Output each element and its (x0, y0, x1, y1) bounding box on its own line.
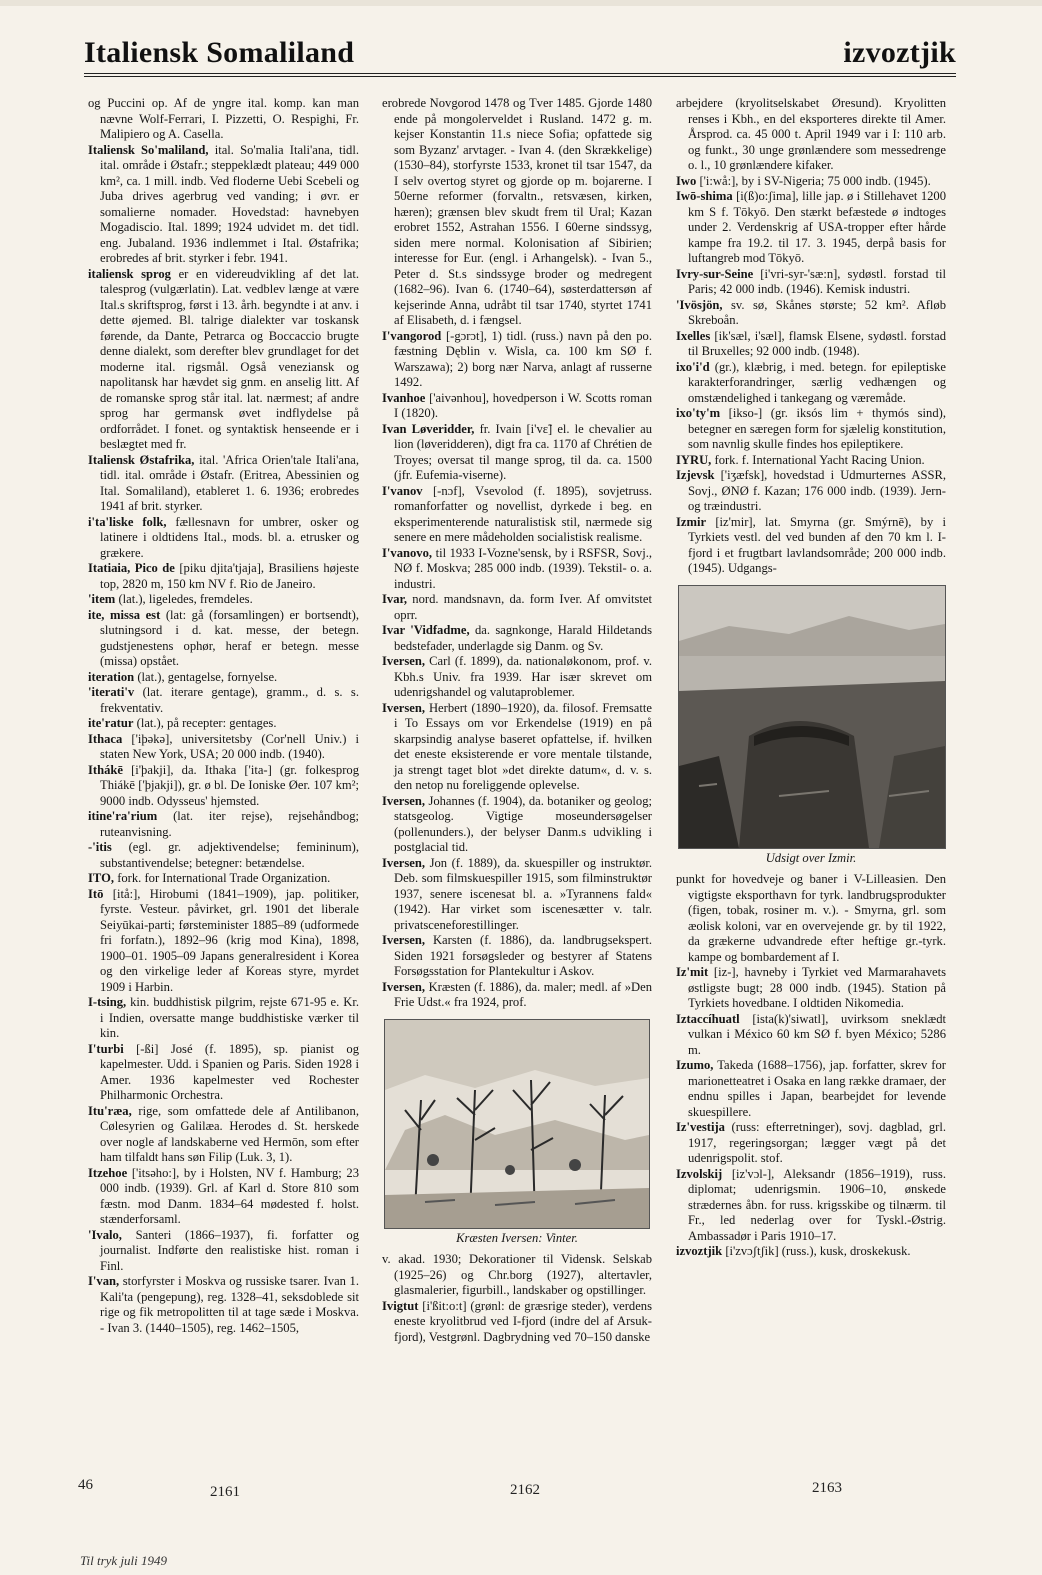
entry-text: er en videreudvikling af det lat. talesprog (vulgærlatin). Lat. vedblev længe at være Ital.s skriftsprog, først i 13. årh. begyndte i at anv. i dette øjemed. Bl. talrige dialekter var toskansk førende, da Dante, Petrarca og Boccaccio brugte denne dialekt, som derefter blev grundlaget for det moderne ital. rigsmål. Også veneziansk og napolitansk har hævdet sig gnm. en anselig litt. Af de romanske sprog står ital. lat. nærmest; af andre sprog har germansk øvet indflydelse på ordforrådet. I fonet. og syntaktisk henseende er i beslægtet med fr. (100, 266, 359, 451)
entry-headword: ite, missa est (88, 607, 161, 622)
painting-kraesten-iversen-vinter (384, 1019, 650, 1229)
entry-text: (russ: efterretninger), sovj. dagblad, grl. 1917, regeringsorgan; lægger vægt på det udenrigspolit. stof. (688, 1120, 946, 1165)
entry-headword: Itatiaia, Pico de (88, 561, 175, 575)
entry-headword: I'turbi (88, 1041, 124, 1056)
dictionary-entry (676, 1244, 946, 1260)
dictionary-entry (88, 763, 359, 810)
entry-headword: italiensk sprog (88, 266, 171, 281)
entry-headword: Iwō-shima (676, 189, 733, 203)
entry-text: fork. f. International Yacht Racing Union. (714, 452, 925, 467)
header-last-entry: izvoztjik (843, 36, 956, 69)
entry-text: (gr.), klæbrig, i med. betegn. for epileptiske karakterforandringer, særlig vedhængen og omstændelighed i tankegang og væremåde. (688, 359, 946, 405)
entry-text: [iz'vɔl-], Aleksandr (1856–1919), russ. diplomat; udenrigsmin. 1906–10, ønskede strædernes åbn. for russ. krigsskibe og tilnærm. til Fr., led nederlag over for Tyskl.-Østrig. Ambassadør i Paris 1910–17. (688, 1166, 946, 1243)
dictionary-entry (88, 608, 359, 670)
entry-headword: ite'ratur (88, 716, 134, 730)
dictionary-entry (88, 1042, 359, 1104)
dictionary-entry (88, 995, 359, 1042)
entry-text: Carl (f. 1899), da. nationaløkonom, prof. v. Kbh.s Univ. fra 1939. Har især skrevet om udenrigshandel og valutaproblemer. (394, 654, 652, 699)
entry-headword: ixo'ty'm (676, 406, 721, 420)
entry-headword: Ivar, (382, 592, 408, 606)
folio-left: 2161 (210, 1484, 240, 1500)
entry-headword: izvoztjik (676, 1244, 723, 1258)
entry-text: [ista(k)'siwatl], uvirksom sneklædt vulkan i México 60 km SØ f. byen México; 5286 m. (688, 1011, 946, 1057)
entry-headword: Ivanhoe (382, 390, 426, 405)
dictionary-entry (88, 871, 359, 887)
entry-headword: IYRU, (676, 452, 712, 467)
dictionary-entry (88, 1228, 359, 1275)
entry-text: [i'þakji], da. Ithaka ['ita-] (gr. folkesprog Thiákē ['þjakji]), gr. ø bl. De Ioniske Øer. 107 km²; 9000 indb. Odysseus' hjemsted. (100, 762, 359, 808)
entry-text: [i'zvɔʃtʃik] (russ.), kusk, droskekusk. (725, 1244, 911, 1258)
dictionary-entry (88, 732, 359, 763)
dictionary-entry (676, 453, 946, 469)
entry-text: Kræsten (f. 1886), da. maler; medl. af »Den Frie Udst.« fra 1924, prof. (394, 979, 652, 1009)
entry-headword: Ithaca (88, 731, 123, 746)
entry-headword: 'Ivalo, (88, 1227, 122, 1242)
dictionary-entry (382, 980, 652, 1011)
dictionary-entry (676, 872, 946, 965)
entry-headword: Itzehoe (88, 1165, 128, 1180)
dictionary-entry (676, 1167, 946, 1245)
entry-headword: Iversen, (382, 979, 426, 994)
dictionary-entry (676, 1120, 946, 1167)
dictionary-entry (676, 174, 946, 190)
entry-text: storfyrster i Moskva og russiske tsarer. Ivan 1. Kali'ta (pengepung), reg. 1328–41, seksdoblede sit rige og fik metropolitten til at tage sæde i Moskva. - Ivan 3. (1440–1505), reg. 1462–1505, (100, 1274, 359, 1335)
dictionary-entry (382, 484, 652, 546)
dictionary-entry (382, 96, 652, 329)
entry-text: nord. mandsnavn, da. form Iver. Af omvitstet oprr. (394, 592, 652, 622)
entry-text: (lat. iter rejse), rejsehåndbog; ruteanvisning. (100, 809, 359, 839)
dictionary-entry (382, 654, 652, 701)
entry-headword: I'vanovo, (382, 545, 433, 560)
entry-headword: Ithákē (88, 762, 123, 777)
dictionary-entry (676, 189, 946, 267)
entry-headword: i'ta'liske folk, (88, 514, 167, 529)
folio-middle: 2162 (510, 1482, 540, 1498)
entry-text: Karsten (f. 1886), da. landbrugsekspert. Siden 1921 forsøgsleder og bestyrer af Statens Forsøgsstation for Plantekultur i Askov. (394, 933, 652, 978)
entry-text: [iz'mir], lat. Smyrna (gr. Smýrnē), by i Tyrkiets vestl. del ved bunden af den 70 km l. I-fjord i et frugtbart lavlandsområde; 200 000 indb. (1945). Udgangs- (688, 514, 947, 575)
entry-text: Takeda (1688–1756), jap. forfatter, skrev for marionetteatret i Osaka en lang række dramaer, der endnu spilles i Japan, bearbejdet for levende skuespillere. (688, 1058, 946, 1119)
dictionary-entry (88, 1274, 359, 1336)
entry-headword: Izvolskij (676, 1166, 723, 1181)
entry-text: Herbert (1890–1920), da. filosof. Fremsatte i To Essays om vor Erkendelse (1919) en på skarpsindig analyse baseret opfattelse, if. hvilken det eneste eksisterende er vore mentale tilstande, ja strengt taget blot »det direkte datum«, d. v. s. den netop nu foreliggende oplevelse. (394, 700, 652, 792)
dictionary-entry (88, 716, 359, 732)
folio-small: 46 (78, 1477, 93, 1493)
entry-headword: I'vanov (382, 483, 423, 498)
dictionary-entry (88, 1166, 359, 1228)
entry-text: [piku djita'tjaja], Brasiliens højeste top, 2820 m, 150 km NV f. Rio de Janeiro. (100, 561, 359, 591)
dictionary-entry (88, 515, 359, 562)
photo-izmir-view (678, 585, 946, 849)
dictionary-entry (676, 360, 946, 407)
entry-text: erobrede Novgorod 1478 og Tver 1485. Gjorde 1480 ende på mongolerveldet i Rusland. 1472 g. m. kejser Konstantin 11.s niece Sofia; opfattede sig som Byzanz' arvtager. - Ivan 4. (den Skrækkelige) (1530–84), storfyrste 1533, kronet til tsar 1547, da I selv overtog styret og gjorde op m. bojarerne. I 50erne reformer (forvaltn., retsvæsen, kirken, hæren); grænsen blev skudt frem til Ural; Kazan erobret 1552, Astrahan 1556. I 60erne sindssyg, siden mere normal. Kolonisation af Sibirien; interesse for Eur. (engl. i Arhangelsk). - Ivan 5., Peter d. St.s sindssyge broder og medregent (1682–96). Ivan 6. (1740–64), søsterdattersøn af kejserinde Anna, udråbt til tsar 1740, styrtet 1741 af Elisabeth, d. i fængsel. (382, 96, 652, 327)
entry-text: sv. sø, Skånes største; 52 km². Afløb Skreboån. (688, 297, 946, 327)
print-note: Til tryk juli 1949 (80, 1553, 168, 1568)
entry-text: fork. for International Trade Organization. (117, 871, 331, 885)
entry-headword: Izumo, (676, 1058, 714, 1072)
entry-text: fr. Ivain [i'vɛ̃] el. le chevalier au lion (løveridderen), digt fra ca. 1170 af Chrétien de Troyes; oversat til mange sprog, til da. ca. 1500 (jfr. Eufemia-viserne). (394, 421, 652, 482)
dictionary-entry (88, 887, 359, 996)
column-2 (382, 96, 652, 1345)
dictionary-entry (382, 1252, 652, 1299)
entry-text: Santeri (1866–1937), fi. forfatter og journalist. Indførte den realistiske hist. roman i Finl. (100, 1227, 359, 1273)
column-2-entries (382, 96, 652, 1011)
entry-headword: Ivry-sur-Seine (676, 266, 754, 281)
dictionary-entry (382, 422, 652, 484)
dictionary-entry (382, 546, 652, 593)
entry-headword: Itu'ræa, (88, 1103, 132, 1118)
entry-text: [i'vri-syr-'sæ:n], sydøstl. forstad til Paris; 42 000 indb. (1946). Kemisk industri. (688, 266, 946, 296)
entry-headword: Iztaccíhuatl (676, 1011, 740, 1026)
entry-headword: Itō (88, 886, 104, 901)
entry-text: (lat.), gentagelse, fornyelse. (137, 669, 278, 684)
page-top-edge (0, 0, 1042, 6)
dictionary-entry (88, 670, 359, 686)
header-rule (84, 76, 956, 77)
dictionary-entry (382, 794, 652, 856)
entry-text: ['aivənhou], hovedperson i W. Scotts roman I (1820). (394, 390, 652, 420)
dictionary-entry (676, 267, 946, 298)
dictionary-entry (88, 267, 359, 453)
dictionary-entry (88, 453, 359, 515)
entry-text: ['iʒæfsk], hovedstad i Udmurternes ASSR, Sovj., ØNØ f. Kazan; 176 000 indb. (1939). Jern- og træindustri. (688, 468, 947, 513)
entry-text: [ik'sæl, i'sæl], flamsk Elsene, sydøstl. forstad til Bruxelles; 92 000 indb. (1948). (688, 328, 946, 358)
column-3-entries-continued (676, 872, 946, 1260)
entry-text: [itå:], Hirobumi (1841–1909), jap. politiker, fyrste. Vesteur. påvirket, grl. 1901 det liberale Seiyūkai-parti; førsteminister 1885–89 (udformede fri forfatn.), 1892–96 (krig mod Kina), 1898, 1900–01. 1905–09 Japans generalresident i Korea og den virkelige leder af Koreas styre, myrdet 1909 i Harbin. (100, 886, 359, 994)
entry-headword: Italiensk Østafrika, (88, 452, 195, 467)
entry-text: til 1933 I-Vozne'sensk, by i RSFSR, Sovj., NØ f. Moskva; 285 000 indb. (1939). Tekstil- o. a. industri. (394, 545, 652, 591)
dictionary-entry (676, 965, 946, 1012)
entry-headword: itine'ra'rium (88, 809, 158, 823)
entry-headword: Iversen, (382, 793, 426, 808)
dictionary-entry (676, 1058, 946, 1120)
entry-text: ital. So'malia Itali'ana, tidl. ital. område i Østafr.; steppeklædt plateau; 449 000 km², ca. 1 mill. indb. Ved floderne Uebi Scebeli og Juba drives agerbrug ved vanding; i øvr. er somalierne nomader. Hovedstad: havnebyen Mogadiscio. Ital. 1899; 1924 udvidet m. det tidl. eng. Jubaland. 1936 indlemmet i Ital. Østafrika; erobredes af brit. styrker i febr. 1941. (100, 142, 359, 265)
dictionary-entry (382, 933, 652, 980)
entry-text: ['itsəho:], by i Holsten, NV f. Hamburg; 23 000 indb. (1939). Grl. af Karl d. Store 810 som fæstn. mod Danm. 1834–64 mødested f. holst. stænderforsaml. (100, 1165, 360, 1226)
entry-headword: Ixelles (676, 328, 711, 343)
column-1-entries (88, 96, 359, 1336)
entry-text: ital. 'Africa Orien'tale Itali'ana, tidl. ital. område i Østafr. (Eritrea, Abessinien og Ital. Somaliland), etableret 1. 6. 1936; erobredes 1941 af brit. styrker. (100, 452, 359, 513)
dictionary-entry (676, 515, 946, 577)
entry-text: ['iþəkə], universitetsby (Cor'nell Univ.) i staten New York, USA; 20 000 indb. (1940). (100, 731, 359, 761)
dictionary-entry (382, 592, 652, 623)
entry-headword: iteration (88, 669, 135, 684)
dictionary-entry (676, 298, 946, 329)
header-rule (84, 73, 956, 74)
entry-text: [-ßi] José (f. 1895), sp. pianist og kapelmester. Udd. i Spanien og Paris. Siden 1928 i Amer. 1936 kapelmester ved Rochester Philharmonic Orchestra. (100, 1041, 360, 1102)
entry-headword: ITO, (88, 871, 115, 885)
dictionary-entry (88, 685, 359, 716)
entry-text: (egl. gr. adjektivendelse; femininum), substantivendelse; betegner: betændelse. (100, 840, 359, 870)
entry-headword: Ivan Løveridder, (382, 421, 475, 436)
entry-headword: Italiensk So'maliland, (88, 142, 209, 157)
entry-headword: Ivigtut (382, 1298, 419, 1313)
entry-headword: Iz'mit (676, 965, 709, 979)
entry-text: fællesnavn for umbrer, osker og latinere i oldtidens Ital., mods. bl. a. etrusker og grækere. (100, 514, 359, 560)
entry-text: (lat: gå (forsamlingen) er bortsendt), slutningsord i d. kat. messe, der betegn. gudstjenestens ophør, heraf er betegn. messe (missa) opstået. (100, 607, 359, 668)
dictionary-entry (676, 468, 946, 515)
entry-text: da. sagnkonge, Harald Hildetands bedstefader, underlagde sig Danm. og Sv. (394, 623, 652, 653)
entry-headword: Iz'vestija (676, 1120, 725, 1134)
entry-headword: ixo'i'd (676, 359, 710, 374)
entry-text: (lat. iterare gentage), gramm., d. s. s. frekventativ. (100, 685, 359, 715)
entry-headword: Izjevsk (676, 468, 715, 482)
dictionary-entry (382, 329, 652, 391)
entry-text: [ikso-] (gr. iksós lim + thymós sind), betegner en særegen form for sjælelig konstitution, som navnlig skulle findes hos epileptikere. (688, 406, 946, 451)
dictionary-entry (88, 561, 359, 592)
entry-text: ['i:wå:], by i SV-Nigeria; 75 000 indb. (1945). (699, 173, 931, 188)
entry-text: kin. buddhistisk pilgrim, rejste 671-95 e. Kr. i Indien, oversatte mange buddhistiske værker til kin. (100, 995, 359, 1040)
dictionary-entry (88, 809, 359, 840)
column-3-entries (676, 96, 946, 577)
entry-headword: I'van, (88, 1274, 120, 1288)
dictionary-entry (676, 329, 946, 360)
entry-text: [i'ßit:o:t] (grønl: de græsrige steder), verdens eneste kryolitbrud ved I-fjord (indre del af Arsuk-fjord), Vestgrønl. Dagbrydning ved 70–150 danske (394, 1298, 652, 1344)
entry-text: punkt for hovedveje og baner i V-Lilleasien. Den vigtigste eksporthavn for tyrk. landbrugsprodukter (figen, tobak, rosiner m. v.). - Smyrna, grl. som æolisk koloni, var en overvejende gr. by til 1922, da grækerne udvandrede efter heftige gr.-tyrk. kampe og bombardement af I. (676, 872, 946, 964)
dictionary-entry (382, 701, 652, 794)
entry-headword: Iversen, (382, 933, 426, 947)
dictionary-entry (88, 96, 359, 143)
entry-headword: Iversen, (382, 700, 426, 715)
dictionary-entry (382, 623, 652, 654)
column-1 (88, 96, 359, 1336)
folio-right: 2163 (812, 1480, 842, 1496)
entry-headword: 'Ivösjön, (676, 297, 723, 312)
painting-caption: Kræsten Iversen: Vinter. (456, 1230, 578, 1245)
column-2-entries-continued (382, 1252, 652, 1345)
dictionary-entry (382, 391, 652, 422)
header-first-entry: Italiensk Somaliland (84, 36, 355, 69)
entry-text: [-gɔrɔt], 1) tidl. (russ.) navn på den po. fæstning Dęblin v. Wisla, ca. 100 km SØ f. Warszawa); 2) borg nær Narva, anlagt af russerne 1492. (394, 328, 652, 389)
dictionary-entry (382, 1299, 652, 1346)
entry-text: og Puccini op. Af de yngre ital. komp. kan man nævne Wolf-Ferrari, I. Pizzetti, O. Respighi, Fr. Malipiero og A. Casella. (88, 96, 359, 141)
entry-text: Jon (f. 1889), da. skuespiller og instruktør. Deb. som filmskuespiller 1915, som filminstruktør 1937, senere iscenesat bl. a. »Tyrannens fald« (1942). Har virket som iscenesætter v. talr. privatsceneforestillinger. (394, 855, 652, 932)
dictionary-entry (88, 143, 359, 267)
entry-headword: I-tsing, (88, 995, 127, 1009)
dictionary-entry (676, 1012, 946, 1059)
photo-caption: Udsigt over Izmir. (765, 850, 857, 865)
dictionary-entry (88, 1104, 359, 1166)
entry-text: [i(ß)o:ʃima], lille jap. ø i Stillehavet 1200 km S f. Tōkyō. Den stærkt befæstede ø indtoges under 2. Verdenskrig af USA-tropper efter hårde kampe fra 19.2. til 17. 3. 1945, derpå basis for luftangreb mod Tōkyō. (688, 189, 947, 265)
entry-text: v. akad. 1930; Dekorationer til Vidensk. Selskab (1925–26) og Chr.borg (1927), altertavler, glasmalerier, figurbill., landskaber og opstillinger. (382, 1252, 652, 1297)
dictionary-entry (88, 840, 359, 871)
entry-headword: Izmir (676, 514, 707, 529)
dictionary-entry (676, 406, 946, 453)
column-3 (676, 96, 946, 1260)
dictionary-entry (88, 592, 359, 608)
entry-text: (lat.), på recepter: gentages. (136, 716, 277, 730)
entry-text: Johannes (f. 1904), da. botaniker og geolog; statsgeolog. Vigtige moseundersøgelser (pollenunders.), der belyser Danm.s udvikling i postglacial tid. (394, 793, 652, 854)
entry-headword: 'iterati'v (88, 685, 135, 699)
entry-headword: -'itis (88, 840, 112, 854)
entry-text: (lat.), ligeledes, fremdeles. (118, 592, 253, 606)
entry-text: rige, som omfattede dele af Antilibanon, Cølesyrien og Galilæa. Herodes d. St. herskede over nogle af landskaberne ved Hermōn, som efter ham tilfaldt hans søn Filip (Luk. 3, 1). (100, 1103, 359, 1164)
dictionary-entry (382, 856, 652, 934)
entry-headword: Iversen, (382, 855, 426, 870)
entry-text: arbejdere (kryolitselskabet Øresund). Kryolitten renses i Kbh., en del eksporteres direkte til Amer. Årsprod. ca. 45 000 t. April 1949 var i I: 110 arb. og funkt., 30 unge grønlændere som messedrenge o. l., 10 grønlændere kifaker. (676, 96, 946, 172)
entry-headword: Iwo (676, 173, 697, 188)
entry-text: [iz-], havneby i Tyrkiet ved Marmarahavets østligste bugt; 28 000 indb. (1945). Station på Tyrkiets hovedbane. I oldtiden Nikomedia. (688, 965, 946, 1010)
entry-headword: Ivar 'Vidfadme, (382, 623, 470, 637)
entry-headword: I'vangorod (382, 328, 442, 343)
entry-headword: Iversen, (382, 654, 426, 668)
dictionary-entry (676, 96, 946, 174)
entry-text: [-nɔf], Vsevolod (f. 1895), sovjetruss. romanforfatter og novellist, dyrkede i beg. en eksperimenterende naturalistisk stil, nærmede sig senere en mere mådeholden socialistisk realisme. (394, 483, 652, 544)
entry-headword: 'item (88, 592, 116, 606)
